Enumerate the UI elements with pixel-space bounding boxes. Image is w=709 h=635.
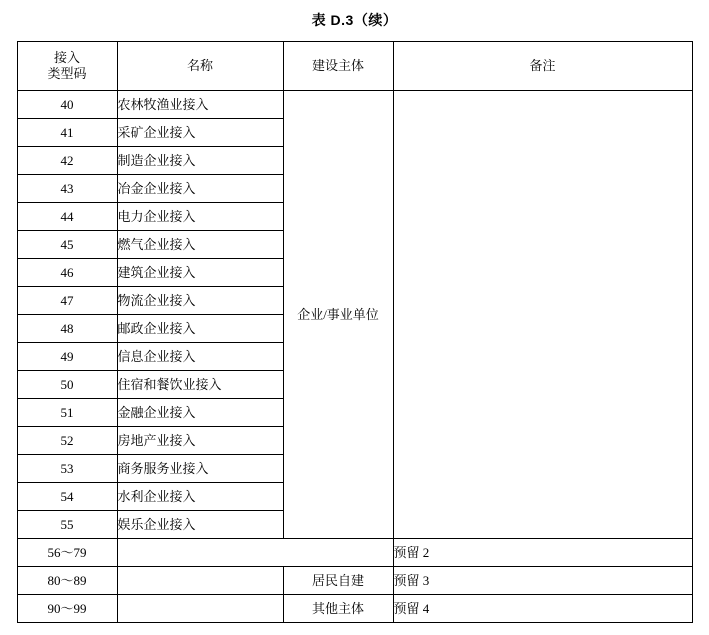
cell-name: 农林牧渔业接入	[117, 91, 283, 119]
cell-code: 41	[17, 119, 117, 147]
table-row	[17, 91, 692, 119]
column-header-code-line2: 类型码	[47, 66, 87, 81]
cell-subject-enterprise: 企业/事业单位	[283, 91, 393, 539]
table-header	[17, 42, 692, 91]
cell-code: 53	[17, 455, 117, 483]
column-header-name: 名称	[117, 42, 283, 91]
cell-subject: 居民自建	[283, 567, 393, 595]
cell-remark: 预留 2	[393, 539, 692, 567]
cell-name: 娱乐企业接入	[117, 511, 283, 539]
cell-name: 采矿企业接入	[117, 119, 283, 147]
cell-code: 90～99	[17, 595, 117, 623]
column-header-code-line1: 接入	[53, 49, 80, 65]
cell-name: 邮政企业接入	[117, 315, 283, 343]
cell-subject: 其他主体	[283, 595, 393, 623]
cell-name: 住宿和餐饮业接入	[117, 371, 283, 399]
table-caption: 表 D.3（续）	[311, 12, 398, 28]
cell-name: 电力企业接入	[117, 203, 283, 231]
cell-name: 房地产业接入	[117, 427, 283, 455]
cell-name: 建筑企业接入	[117, 259, 283, 287]
column-header-code	[17, 42, 117, 91]
cell-code: 42	[17, 147, 117, 175]
cell-name: 冶金企业接入	[117, 175, 283, 203]
cell-code: 51	[17, 399, 117, 427]
cell-code: 40	[17, 91, 117, 119]
cell-code: 50	[17, 371, 117, 399]
cell-code: 44	[17, 203, 117, 231]
table-row	[17, 539, 692, 567]
cell-code: 46	[17, 259, 117, 287]
table-row	[17, 567, 692, 595]
cell-code: 47	[17, 287, 117, 315]
cell-code: 49	[17, 343, 117, 371]
cell-name: 水利企业接入	[117, 483, 283, 511]
cell-code: 43	[17, 175, 117, 203]
column-header-remark: 备注	[393, 42, 692, 91]
cell-name: 金融企业接入	[117, 399, 283, 427]
cell-name: 燃气企业接入	[117, 231, 283, 259]
cell-remark-blank	[393, 91, 692, 539]
table-header-row	[17, 42, 692, 91]
cell-code: 54	[17, 483, 117, 511]
access-type-code-table	[17, 41, 693, 623]
cell-code: 80～89	[17, 567, 117, 595]
cell-code: 56～79	[17, 539, 117, 567]
cell-name-blank	[117, 595, 283, 623]
cell-name: 制造企业接入	[117, 147, 283, 175]
cell-code: 48	[17, 315, 117, 343]
cell-code: 45	[17, 231, 117, 259]
cell-name: 商务服务业接入	[117, 455, 283, 483]
cell-code: 52	[17, 427, 117, 455]
cell-name-blank	[117, 539, 393, 567]
cell-name: 物流企业接入	[117, 287, 283, 315]
table-body	[17, 91, 692, 623]
cell-code: 55	[17, 511, 117, 539]
table-row	[17, 595, 692, 623]
column-header-subject: 建设主体	[283, 42, 393, 91]
cell-name-blank	[117, 567, 283, 595]
cell-remark: 预留 4	[393, 595, 692, 623]
cell-remark: 预留 3	[393, 567, 692, 595]
cell-name: 信息企业接入	[117, 343, 283, 371]
